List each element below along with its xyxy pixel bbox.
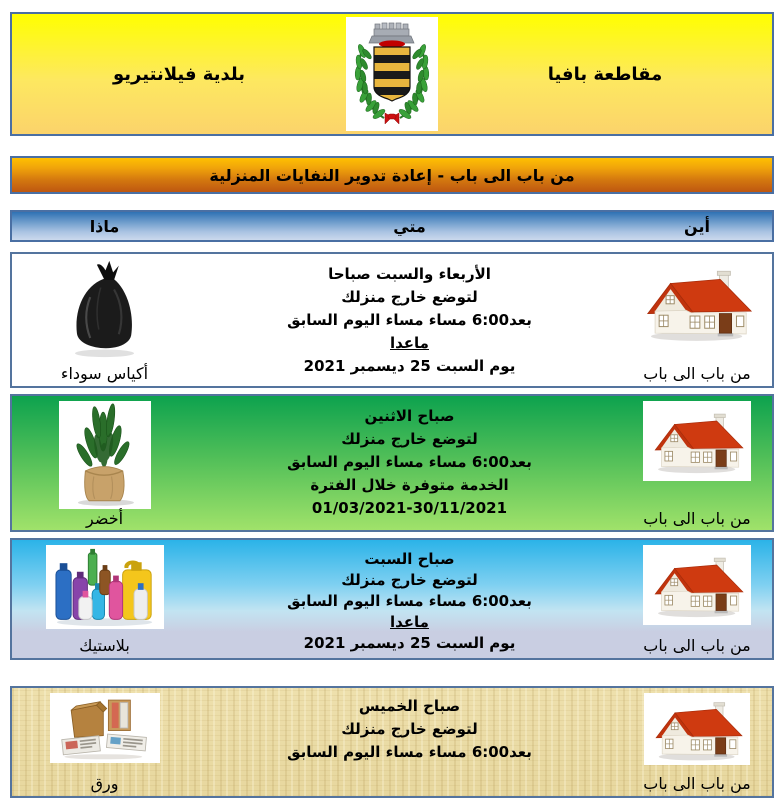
what-cell (12, 540, 197, 658)
house-icon (647, 403, 747, 479)
schedule-line: بعد6:00 مساء مساء اليوم السابق (287, 743, 532, 761)
green-plant-image (59, 401, 151, 509)
door-to-door-banner (10, 156, 774, 194)
where-cell (622, 688, 772, 796)
where-label: من باب الى باب (643, 774, 751, 793)
black-garbage-bag-icon (64, 259, 146, 359)
paper-cardboard-icon (54, 695, 156, 761)
column-header-what: ماذا (89, 216, 120, 236)
what-label: بلاستيك (79, 636, 130, 655)
where-cell (622, 396, 772, 531)
plastic-bottles-icon (50, 547, 160, 627)
schedule-line: بعد6:00 مساء مساء اليوم السابق (287, 311, 532, 329)
schedule-line: صباح السبت (364, 550, 455, 568)
paper-cardboard-image (50, 693, 160, 763)
where-label: من باب الى باب (643, 509, 751, 528)
schedule-exception-date: يوم السبت 25 ديسمبر 2021 (303, 357, 516, 375)
schedule-row-plastic (10, 538, 774, 660)
house-image (643, 401, 751, 481)
where-cell (622, 254, 772, 386)
when-cell (197, 540, 622, 658)
schedule-line: لتوضع خارج منزلك (341, 430, 478, 448)
house-image (634, 259, 760, 347)
column-header-when: متي (393, 216, 426, 236)
schedule-row-black-bags (10, 252, 774, 388)
schedule-exception-date: يوم السبت 25 ديسمبر 2021 (303, 634, 516, 652)
province-title: مقاطعة بافيا (547, 63, 663, 85)
schedule-line: الأربعاء والسبت صباحا (328, 265, 491, 283)
schedule-line: الخدمة متوفرة خلال الفترة (310, 476, 509, 494)
schedule-line: لتوضع خارج منزلك (341, 720, 478, 738)
house-icon (638, 261, 756, 345)
banner-title: من باب الى باب - إعادة تدوير النفايات المنزلية (209, 165, 575, 185)
where-cell (622, 540, 772, 658)
schedule-line: لتوضع خارج منزلك (341, 571, 478, 589)
black-garbage-bag-image (64, 259, 146, 363)
where-label: من باب الى باب (643, 636, 751, 655)
service-period-dates: 01/03/2021-30/11/2021 (311, 499, 508, 517)
what-label: ورق (90, 774, 119, 793)
municipality-header (10, 12, 774, 136)
green-plant-icon (63, 403, 147, 507)
column-header-where: أين (684, 216, 710, 236)
schedule-line: لتوضع خارج منزلك (341, 288, 478, 306)
schedule-exception-label: ماعدا (390, 613, 429, 631)
what-label: أخضر (85, 509, 124, 528)
schedule-exception-label: ماعدا (390, 334, 429, 352)
schedule-line: بعد6:00 مساء مساء اليوم السابق (287, 453, 532, 471)
where-label: من باب الى باب (643, 364, 751, 383)
house-image (643, 545, 751, 625)
what-label: أكياس سوداء (60, 364, 149, 383)
when-cell (197, 396, 622, 531)
table-header-row (10, 210, 774, 242)
coat-of-arms-icon (346, 17, 438, 131)
when-cell (197, 688, 622, 796)
when-cell (197, 254, 622, 386)
schedule-row-green (10, 394, 774, 532)
house-icon (647, 547, 747, 623)
what-cell (12, 396, 197, 531)
schedule-line: بعد6:00 مساء مساء اليوم السابق (287, 592, 532, 610)
schedule-line: صباح الخميس (358, 697, 461, 715)
plastic-bottles-image (46, 545, 164, 629)
what-cell (12, 688, 197, 796)
schedule-row-paper (10, 686, 774, 798)
what-cell (12, 254, 197, 386)
house-image (644, 693, 750, 765)
house-icon (648, 695, 746, 763)
schedule-line: صباح الاثنين (364, 407, 455, 425)
municipality-title: بلدية فيلانتيريو (113, 63, 245, 85)
